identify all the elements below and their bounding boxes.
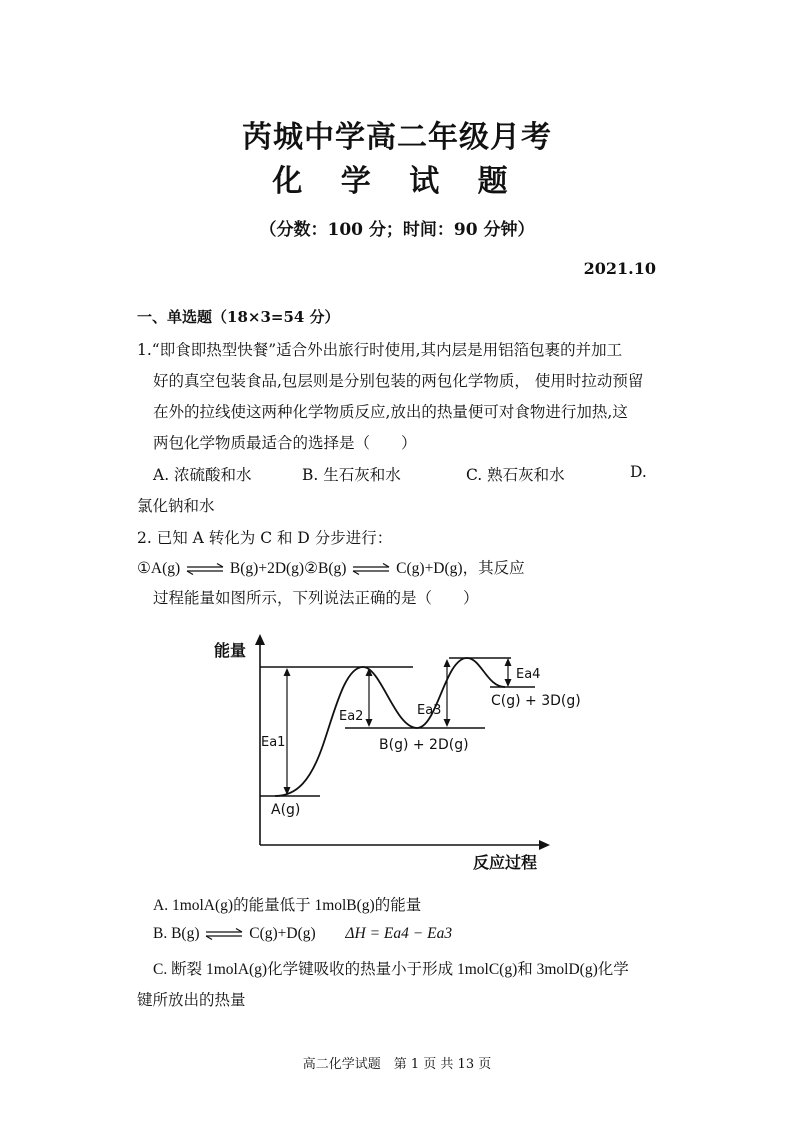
eq2-product: C(g)+D(g)，其反应 [396, 560, 525, 577]
q1-option-a: A. 浓硫酸和水 [153, 466, 252, 484]
reaction-curve [275, 658, 505, 796]
x-axis-arrow-icon [539, 840, 550, 850]
state-c-label: C(g) + 3D(g) [491, 693, 581, 709]
q1-line3: 在外的拉线使这两种化学物质反应,放出的热量便可对食物进行加热,这 [153, 403, 628, 421]
equilibrium-arrow-icon [205, 928, 243, 940]
exam-info: （分数：100 分；时间：90 分钟） [259, 220, 535, 240]
x-axis-label: 反应过程 [473, 853, 538, 872]
equilibrium-arrow-icon [186, 563, 224, 575]
state-a-label: A(g) [271, 802, 301, 818]
page-title: 芮城中学高二年级月考 [242, 120, 552, 155]
q2-option-b-product: C(g)+D(g) [249, 925, 316, 942]
q1-line2: 好的真空包装食品,包层则是分别包装的两包化学物质， 使用时拉动预留 [153, 372, 644, 390]
y-axis-arrow-icon [255, 634, 265, 645]
q1-option-d: D. [630, 463, 647, 481]
q2-option-b [153, 925, 452, 943]
ea3-label: Ea3 [417, 703, 442, 718]
q2-option-b-dh: ΔH = Ea4 − Ea3 [345, 925, 453, 942]
q1-line4: 两包化学物质最适合的选择是（ ） [153, 434, 417, 452]
ea4-label: Ea4 [516, 667, 541, 682]
eq1-reactant: ①A(g) [137, 560, 181, 577]
energy-diagram [205, 630, 581, 880]
q1-line1: 1.“即食即热型快餐”适合外出旅行时使用,其内层是用铝箔包裹的并加工 [137, 341, 623, 359]
q2-option-a: A. 1molA(g)的能量低于 1molB(g)的能量 [153, 897, 422, 914]
page-subtitle: 化 学 试 题 [272, 164, 522, 199]
page-footer: 高二化学试题 第 1 页 共 13 页 [302, 1057, 492, 1072]
q1-option-c: C. 熟石灰和水 [466, 466, 565, 484]
y-axis-label: 能量 [214, 641, 247, 660]
q2-equations [137, 556, 525, 578]
state-b-label: B(g) + 2D(g) [379, 737, 469, 753]
ea1-label: Ea1 [261, 735, 286, 750]
q2-option-b-reactant: B. B(g) [153, 925, 200, 942]
exam-date: 2021.10 [583, 259, 656, 278]
ea2-label: Ea2 [339, 709, 364, 724]
q2-option-c-line2: 键所放出的热量 [137, 991, 246, 1009]
q1-option-b: B. 生石灰和水 [302, 466, 401, 484]
q1-option-d-cont: 氯化钠和水 [137, 497, 215, 515]
section-heading: 一、单选题（18×3=54 分） [137, 308, 340, 326]
equilibrium-arrow-icon [352, 563, 390, 575]
q2-line1: 2. 已知 A 转化为 C 和 D 分步进行： [137, 529, 393, 547]
q2-line3: 过程能量如图所示，下列说法正确的是（ ） [153, 589, 479, 607]
eq1-product: B(g)+2D(g)②B(g) [229, 560, 347, 577]
q2-option-c-line1: C. 断裂 1molA(g)化学键吸收的热量小于形成 1molC(g)和 3molD(g)化学 [153, 961, 629, 978]
